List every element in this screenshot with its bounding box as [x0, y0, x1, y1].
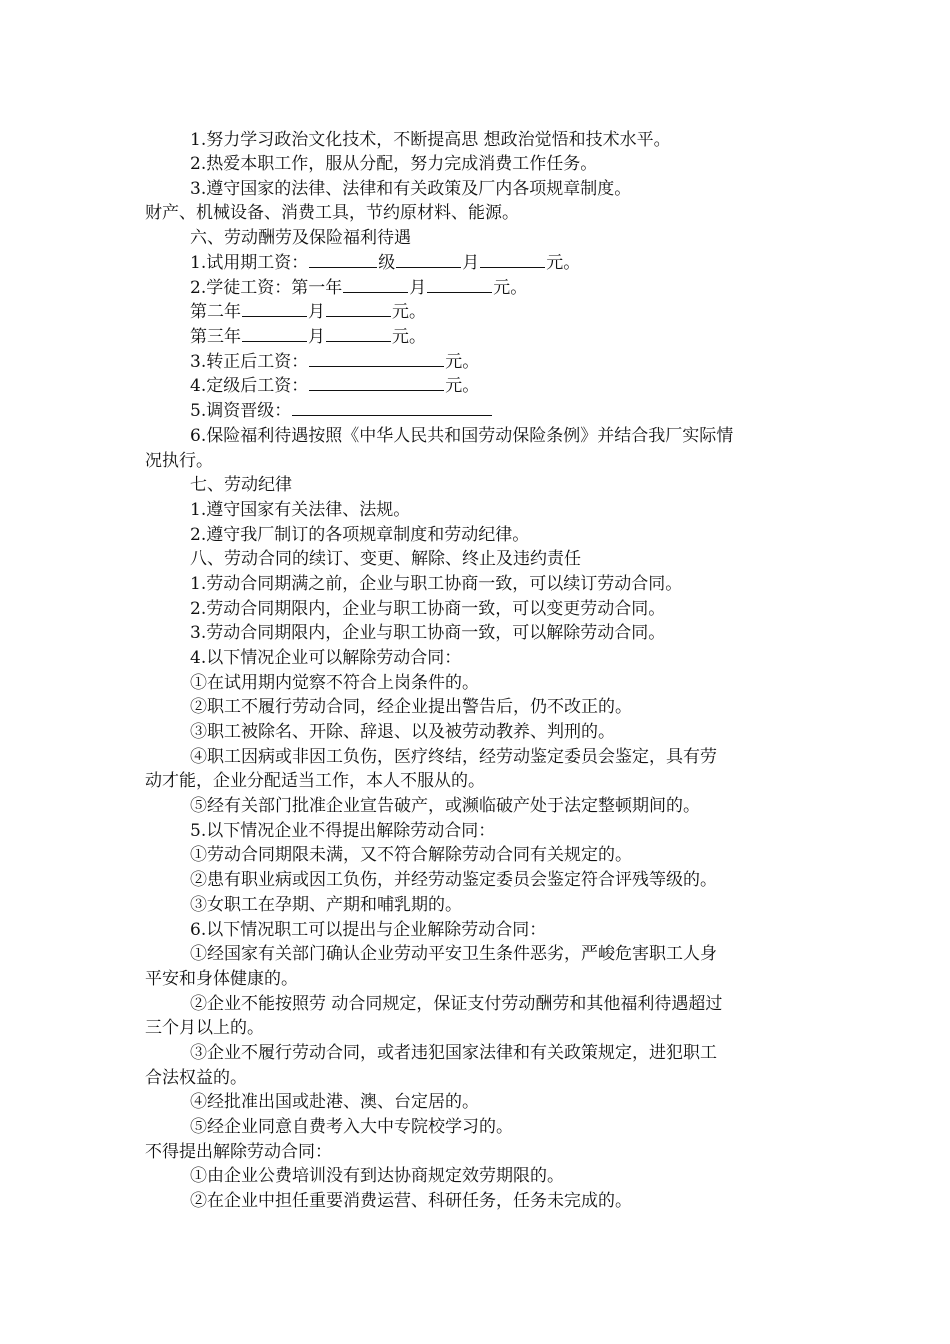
label: 元。: [493, 278, 528, 298]
fill-blank: [292, 399, 492, 416]
section-heading: 六、劳动酬劳及保险福利待遇: [190, 228, 411, 248]
text-line: 财产、机械设备、消费工具，节约原材料、能源。: [145, 203, 519, 223]
fill-blank: [343, 276, 408, 293]
fill-blank: [309, 374, 444, 391]
text-line: 3.遵守国家的法律、法律和有关政策及厂内各项规章制度。: [190, 179, 632, 199]
year2-wage-line: [190, 300, 426, 324]
text-line: ③女职工在孕期、产期和哺乳期的。: [190, 895, 462, 915]
label: 4.定级后工资：: [190, 376, 309, 396]
text-line: 2.遵守我厂制订的各项规章制度和劳动纪律。: [190, 525, 530, 545]
text-line: ①在试用期内觉察不符合上岗条件的。: [190, 673, 479, 693]
fill-blank: [396, 251, 461, 268]
text-line: ③职工被除名、开除、辞退、以及被劳动教养、判刑的。: [190, 722, 615, 742]
fill-blank: [480, 251, 545, 268]
text-line: ④经批准出国或赴港、澳、台定居的。: [190, 1092, 479, 1112]
label: 月: [308, 302, 325, 322]
label: 月: [462, 253, 480, 273]
fill-blank: [242, 325, 307, 342]
section-heading: 八、劳动合同的续订、变更、解除、终止及违约责任: [190, 549, 581, 569]
label: 元。: [445, 376, 480, 396]
label: 3.转正后工资：: [190, 352, 309, 372]
fill-blank: [326, 325, 391, 342]
text-line: ②患有职业病或因工负伤，并经劳动鉴定委员会鉴定符合评残等级的。: [190, 870, 717, 890]
text-line: 6.保险福利待遇按照《中华人民共和国劳动保险条例》并结合我厂实际情: [190, 426, 734, 446]
text-line: 三个月以上的。: [145, 1018, 264, 1038]
text-line: 5.以下情况企业不得提出解除劳动合同：: [190, 821, 496, 841]
text-line: 3.劳动合同期限内，企业与职工协商一致，可以解除劳动合同。: [190, 623, 666, 643]
label: 2.学徒工资：第一年: [190, 278, 343, 298]
label: 1.试用期工资：: [190, 253, 309, 273]
label: 元。: [445, 352, 480, 372]
text-line: 1.劳动合同期满之前，企业与职工协商一致，可以续订劳动合同。: [190, 574, 683, 594]
text-line: 6.以下情况职工可以提出与企业解除劳动合同：: [190, 920, 547, 940]
label: 元。: [392, 327, 426, 347]
regular-wage-line: [190, 350, 479, 374]
text-line: 1.努力学习政治文化技术，不断提高思 想政治觉悟和技术水平。: [190, 130, 671, 150]
label: 级: [378, 253, 396, 273]
fill-blank: [427, 276, 492, 293]
apprentice-wage-line: [190, 276, 527, 300]
text-line: 不得提出解除劳动合同：: [145, 1142, 332, 1162]
fill-blank: [309, 350, 444, 367]
text-line: ①由企业公费培训没有到达协商规定效劳期限的。: [190, 1166, 564, 1186]
adjust-wage-line: [190, 399, 493, 423]
text-line: 2.热爱本职工作，服从分配，努力完成消费工作任务。: [190, 154, 598, 174]
text-line: 合法权益的。: [145, 1068, 247, 1088]
text-line: ①劳动合同期限未满，又不符合解除劳动合同有关规定的。: [190, 845, 632, 865]
label: 第二年: [190, 302, 241, 322]
text-line: 1.遵守国家有关法律、法规。: [190, 500, 411, 520]
year3-wage-line: [190, 325, 426, 349]
label: 月: [308, 327, 325, 347]
label: 5.调资晋级：: [190, 401, 292, 421]
text-line: ②企业不能按照劳 动合同规定，保证支付劳动酬劳和其他福利待遇超过: [190, 994, 723, 1014]
text-line: 2.劳动合同期限内，企业与职工协商一致，可以变更劳动合同。: [190, 599, 666, 619]
label: 元。: [546, 253, 581, 273]
graded-wage-line: [190, 374, 479, 398]
text-line: ③企业不履行劳动合同，或者违犯国家法律和有关政策规定，进犯职工: [190, 1043, 717, 1063]
section-heading: 七、劳动纪律: [190, 475, 292, 495]
text-line: ⑤经企业同意自费考入大中专院校学习的。: [190, 1117, 513, 1137]
label: 月: [409, 278, 427, 298]
text-line: ②在企业中担任重要消费运营、科研任务，任务未完成的。: [190, 1191, 632, 1211]
text-line: 况执行。: [145, 451, 213, 471]
text-line: ①经国家有关部门确认企业劳动平安卫生条件恶劣，严峻危害职工人身: [190, 944, 717, 964]
label: 元。: [392, 302, 426, 322]
fill-blank: [326, 300, 391, 317]
label: 第三年: [190, 327, 241, 347]
text-line: ⑤经有关部门批准企业宣告破产，或濒临破产处于法定整顿期间的。: [190, 796, 700, 816]
fill-blank: [242, 300, 307, 317]
text-line: 动才能，企业分配适当工作，本人不服从的。: [145, 771, 485, 791]
probation-wage-line: [190, 251, 580, 275]
text-line: ②职工不履行劳动合同，经企业提出警告后，仍不改正的。: [190, 697, 632, 717]
text-line: ④职工因病或非因工负伤，医疗终结，经劳动鉴定委员会鉴定，具有劳: [190, 747, 717, 767]
text-line: 平安和身体健康的。: [145, 969, 298, 989]
fill-blank: [309, 251, 377, 268]
text-line: 4.以下情况企业可以解除劳动合同：: [190, 648, 462, 668]
